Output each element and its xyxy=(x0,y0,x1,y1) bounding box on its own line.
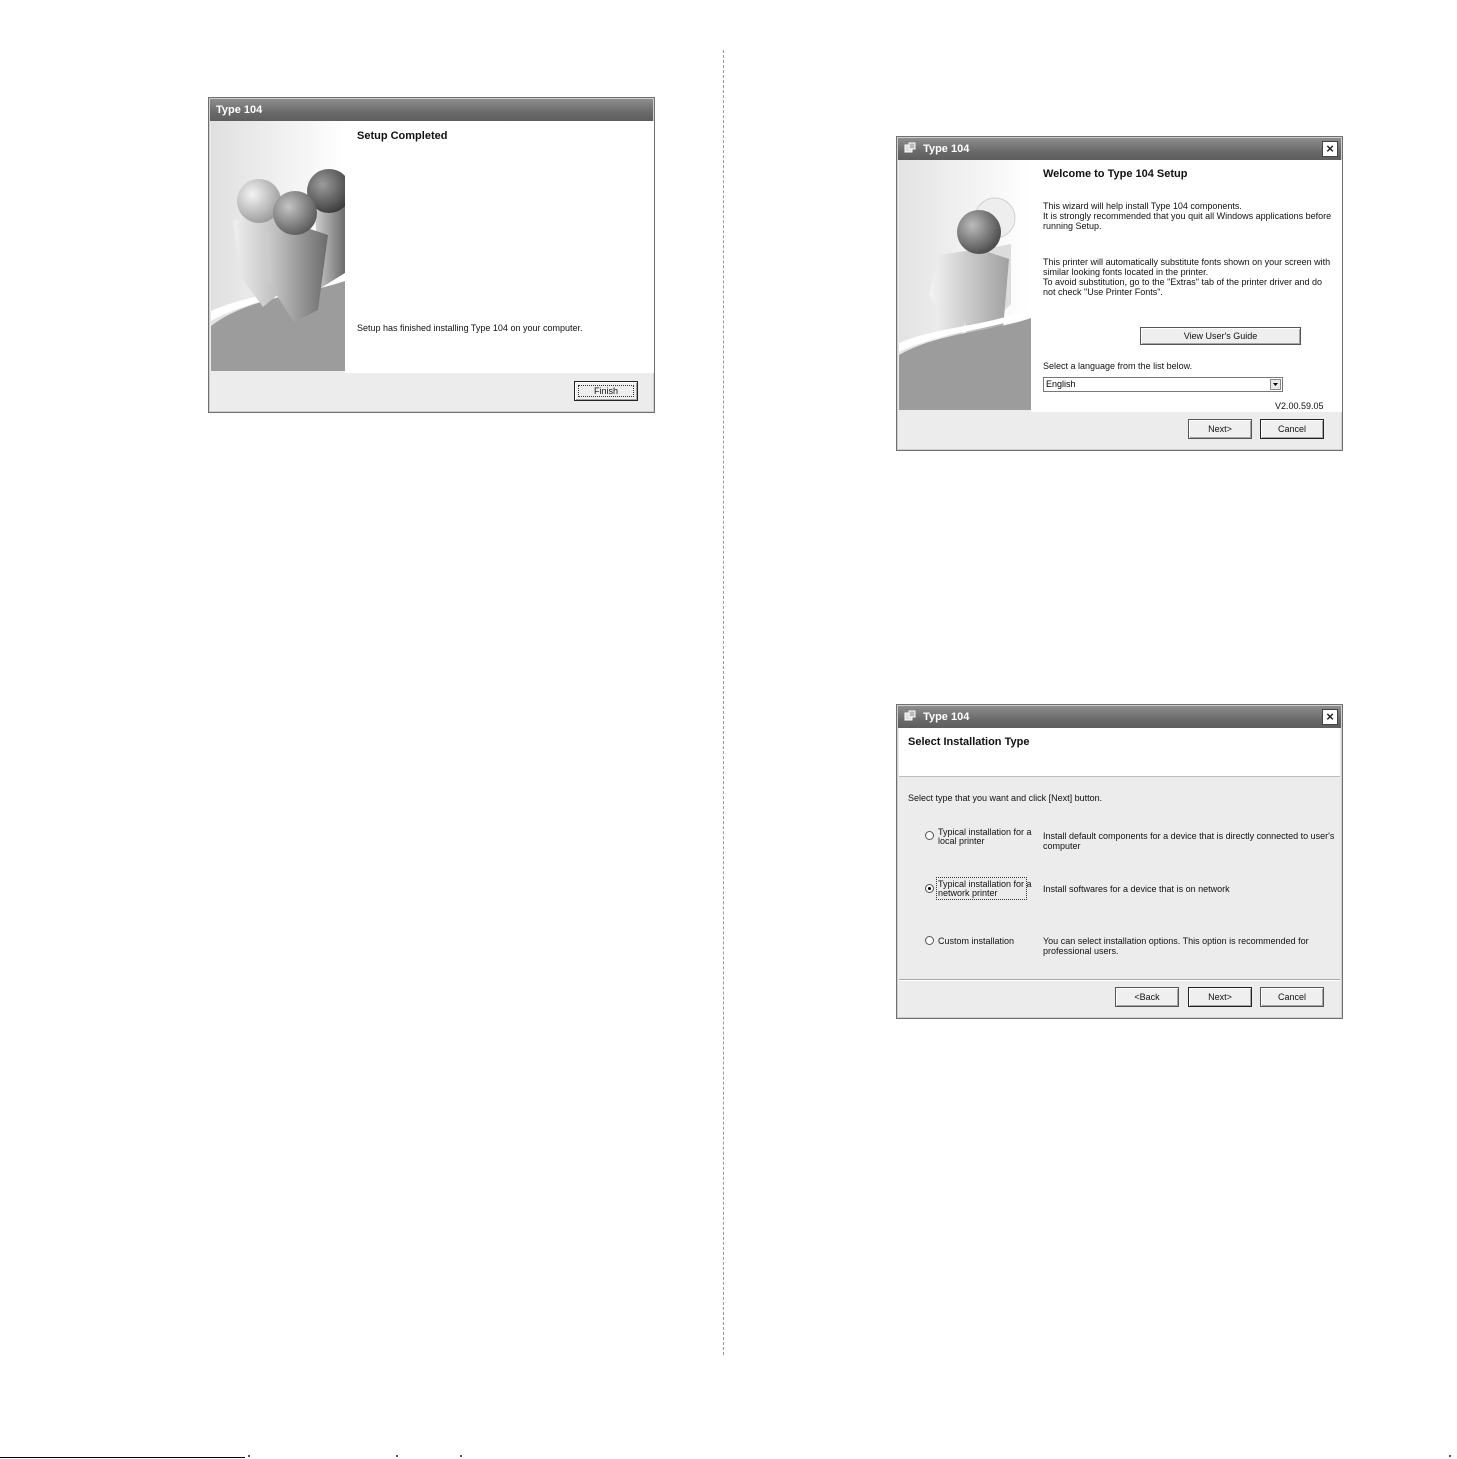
footer-mark xyxy=(460,1455,462,1457)
welcome-dialog xyxy=(896,136,1343,451)
intro-line-1: This wizard will help install Type 104 components. xyxy=(1043,201,1242,211)
language-prompt: Select a language from the list below. xyxy=(1043,361,1193,371)
setup-completed-dialog xyxy=(208,97,655,413)
view-users-guide-button[interactable]: View User's Guide xyxy=(1140,327,1301,345)
person-figure-illustration-icon xyxy=(899,160,1031,410)
custom-installation-description-line-2: professional users. xyxy=(1043,946,1119,956)
local-printer-description-line-2: computer xyxy=(1043,841,1081,851)
back-button[interactable]: <Back xyxy=(1115,987,1179,1007)
close-icon[interactable]: × xyxy=(1322,141,1338,157)
installation-type-dialog xyxy=(896,704,1343,1019)
completion-message: Setup has finished installing Type 104 on your computer. xyxy=(357,323,583,333)
language-select-value: English xyxy=(1046,379,1076,389)
language-select[interactable] xyxy=(1043,377,1283,392)
fonts-note-line-3: To avoid substitution, go to the "Extras" tab of the printer driver and do xyxy=(1043,277,1323,287)
local-printer-radio[interactable] xyxy=(925,831,934,840)
local-printer-description-line-1: Install default components for a device that is directly connected to user's xyxy=(1043,831,1335,841)
page-heading: Welcome to Type 104 Setup xyxy=(1043,168,1188,180)
cancel-button[interactable]: Cancel xyxy=(1260,419,1324,439)
footer-mark xyxy=(396,1455,398,1457)
intro-line-3: running Setup. xyxy=(1043,221,1102,231)
next-button[interactable]: Next> xyxy=(1188,419,1252,439)
close-icon[interactable]: × xyxy=(1322,709,1338,725)
wizard-graphic-panel xyxy=(899,160,1031,410)
setup-app-icon xyxy=(904,710,916,722)
network-printer-description: Install softwares for a device that is on network xyxy=(1043,884,1230,894)
network-printer-label-line-1[interactable]: Typical installation for a xyxy=(938,879,1032,889)
content-area xyxy=(345,121,654,373)
setup-app-icon xyxy=(904,142,916,154)
footer-mark xyxy=(248,1455,250,1457)
local-printer-label-line-1[interactable]: Typical installation for a xyxy=(938,827,1032,837)
intro-line-2: It is strongly recommended that you quit all Windows applications before xyxy=(1043,211,1332,221)
footer-mark xyxy=(1449,1455,1451,1457)
wizard-graphic-panel xyxy=(211,121,345,371)
footer-rule xyxy=(0,1457,245,1458)
instruction-text: Select type that you want and click [Next] button. xyxy=(908,793,1103,803)
local-printer-label-line-2[interactable]: local printer xyxy=(938,836,985,846)
button-separator xyxy=(899,979,1340,981)
people-figures-illustration-icon xyxy=(211,121,345,371)
title-bar xyxy=(898,706,1341,728)
window-title: Type 104 xyxy=(923,143,970,155)
title-bar xyxy=(210,99,653,121)
window-title: Type 104 xyxy=(216,104,263,116)
page-divider xyxy=(723,50,724,1355)
next-button[interactable]: Next> xyxy=(1188,987,1252,1007)
window-title: Type 104 xyxy=(923,711,970,723)
custom-installation-label[interactable]: Custom installation xyxy=(938,936,1015,946)
chevron-down-icon[interactable] xyxy=(1270,379,1281,390)
custom-installation-description-line-1: You can select installation options. This option is recommended for xyxy=(1043,936,1309,946)
custom-installation-radio[interactable] xyxy=(925,936,934,945)
title-bar xyxy=(898,138,1341,160)
cancel-button[interactable]: Cancel xyxy=(1260,987,1324,1007)
version-label: V2.00.59.05 xyxy=(1275,401,1324,411)
fonts-note-line-4: not check "Use Printer Fonts". xyxy=(1043,287,1163,297)
page-heading: Select Installation Type xyxy=(908,736,1030,748)
network-printer-radio[interactable] xyxy=(925,884,934,893)
fonts-note-line-1: This printer will automatically substitute fonts shown on your screen with xyxy=(1043,257,1331,267)
network-printer-label-line-2[interactable]: network printer xyxy=(938,888,998,898)
finish-button[interactable]: Finish xyxy=(574,381,638,401)
fonts-note-line-2: similar looking fonts located in the printer. xyxy=(1043,267,1209,277)
page-heading: Setup Completed xyxy=(357,130,448,142)
